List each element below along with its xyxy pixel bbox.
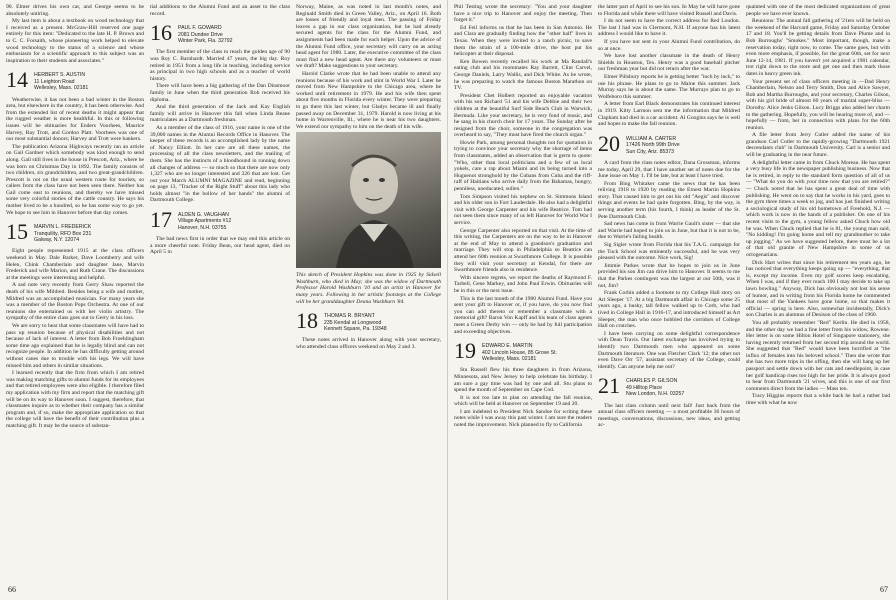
paragraph: Eight people represented 1915 at the class officers weekend in May. Dale Barker, Dave Loomberry and wife Helen, Chink Chamberlain and daughter Jane, Marvin Frederick and wife Marion, and Ruth Crane. The discussions at the meetings were interesting and helpful. xyxy=(6,248,144,281)
class-secretary-address xyxy=(34,222,91,243)
paragraph: My last item is about a textbook on wood technology that I received as a present. McGraw-Hill reserved one page entirely for this item: "Dedicated to the late H. P. Brown and to C. C. Forsaith, whose pioneering work helped to elevate wood technology to the status of a science and whose enthusiasm for a scientific approach to this subject was an inspiration to their students and associates." xyxy=(6,18,144,64)
address-line: Sun City, Ariz. 85373 xyxy=(626,148,675,155)
class-number: 15 xyxy=(6,219,28,245)
paragraph: Sad news has come in from Warrie Gault's sister — that she and Warrie had hoped to join us in June, but that it is not to be, due to Warrie's failing health. xyxy=(598,221,740,241)
right-page xyxy=(448,0,896,600)
paragraph: I do not seem to have the correct address for Red Loudon. The last I had was in Clermont, N.H. If anyone has his latest address I would like to have it. xyxy=(598,18,740,38)
paragraph: You all probably remember "Red" Kerlin. He died in 1958, and the other day we had a fine letter from his widow, Rowene. Her letter is on some Hilton Hotel of Singapore stationery, she having recently returned from her second trip around the world. She suggested that "Red" would have been horrified at "the influx of females into his beloved school." Then she wrote that she has two more trips in the offing, then she will hang up her passport and settle down with her cats and needlepoint, in case her golf handicap rises too high for her pride. It is always good to hear from Dartmouth '21 wives, and this is one of our first comments direct from the ladies — Mass ten. xyxy=(746,319,890,392)
paragraph: Phil Testing wrote the secretary: "You and your daughter have a nice trip to Hanover and enjoy the meeting. Then forget it." xyxy=(454,4,592,24)
paragraph: Norway, Maine, as was noted in last month's notes, and Reginald Smith died in Green Valley, Ariz., on April 16. Both are losses of friendly and loyal men. The passing of Friday leaves a gap in our class organization, but he had already secured agents for the class for the Alumni Fund, and assignments had been made for each helper. Upon the advice of the Alumni Fund office, your secretary will carry on as acting head agent for 1980. Later, the executive committee of the class must find a new head agent. Are there any volunteers or must we draft? Make suggestions to your secretary. xyxy=(296,4,441,70)
paragraph: the latter part of April to see his son. In May he will have gone to Florida and while there will have visited Russell and Davis. xyxy=(598,4,740,17)
paragraph: Ed Feil informs us that he has been in San Antonio. He and Clara are gradually finding how the "other half" lives in Texas. When they were invited to a ranch picnic, to save them the strain of a 100-mile drive, the host put his helicopter at their disposal. xyxy=(454,24,592,58)
secretary-name: MARVIN L. FREDERICK xyxy=(34,224,92,231)
paragraph: A card from the class notes editor, Dana Grossman, informs me today, April 29, that I have another set of notes due for the June issue on May 1. I'll be late, but at least I have tried. xyxy=(598,159,740,180)
paragraph: A file letter from Jerry Cutler added the name of his grandson Carl Cutler to the rapidly-growing "Dartmouth 1921 descendants club" in Dartmouth University. Carl is a senior and will be graduating in the near future. xyxy=(746,132,890,159)
secretary-name: THOMAS R. BRYANT xyxy=(324,313,375,320)
class-heading-14 xyxy=(6,67,144,93)
paragraph: I have been carrying on some delightful correspondence with Dean Travis. Our latest exchange has involved trying to identify two Dartmouth men who appeared on some Dartmouth literature. One was Fletcher Clark '12; the other not even Dave Orr '57, assistant secretary of the College, could identify. Can anyone help me out? xyxy=(598,330,740,370)
paragraph: The first member of the class to reach the golden age of 90 was Roy C. Barnhardt. Married 47 years, the big day. Roy retired in 1951 from a long life in teaching, including service as principal in two high schools and as a teacher of world history. xyxy=(150,49,290,82)
right-column-3 xyxy=(746,4,890,580)
paragraph: tial additions to the Alumni Fund and an asset to the class record. xyxy=(150,4,290,17)
paragraph: This is the last month of the 1980 Alumni Fund. Have you sent your gift to Hanover or, if you have, do you now find you can add thereto or remember a classmate with a memorial gift? Baron Von Kapff and his team of class agents meet a Green Derby win — only be had by full participation and exceeding objectives. xyxy=(454,295,592,335)
secretary-name: CHARLES P. GILSON xyxy=(626,378,678,385)
paragraph: George Carpenter also reported on that visit. At the time of this writing, the Carpenters are on the way to be in Hanover at the end of May to attend a grandson's graduation and marriage. They will stop in Philadelphia so Beatrice can attend her 60th reunion at Swarthmore College. It is possible they will visit your secretary at Kendal, for there are Swarthmore friends also in residence. xyxy=(454,227,592,274)
paragraph: The bad news first in order that we may end this article on a more cheerful note. Friday Bean, our head agent, died on April 5 in xyxy=(150,236,290,256)
paragraph: We have lost another classmate in the death of Henry Shields in Houston, Tex. Henry was a good baseball pitcher our freshman year but did not return after the war. xyxy=(598,53,740,73)
portrait-illustration xyxy=(296,132,441,268)
class-number: 16 xyxy=(150,20,172,46)
paragraph: Your present set of class officers meeting in —Dad Henry Chamberlain, Nelson and Terry Smith, Don and Alice Sawyer, Bob and Martha Burroughs, and your secretary, Charles Gilson, with his girl bride of almost 60 years of marital super-bliss — Dorothy. Alice Jenks Gilson. Lucy Briggs also added her charm to the gathering. Hopefully, you will be hearing more of, and — hopefully — from, her in connection with plans for the 60th reunion. xyxy=(746,78,890,131)
class-heading-19 xyxy=(454,338,592,364)
paragraph: I learned recently that the firm from which I am retired was making matching gifts to alumni funds for its employees and that retired employees were also eligible. I therefore filed my application with my firm and report that the matching gift will be on its way to Hanover soon. I suggest, therefore, that classmates inquire as to whether their company has a similar program and, if so, make the appropriate application so that the college will have the benefit of their contribution plus a matching gift. It may be the source of substan- xyxy=(6,370,144,429)
page-number: 67 xyxy=(880,585,888,594)
class-secretary-address xyxy=(178,23,233,44)
class-heading-18 xyxy=(296,308,441,334)
paragraph: A letter from Earl Black demonstrates his continued interest in 1919. Kitty Larmon sent me the information that Mildred Clapham had died in a car accident. Al Googins says he is well and hopes to make the fall reunion. xyxy=(598,101,740,128)
secretary-name: PAUL F. GOWARD xyxy=(178,25,222,32)
right-column-2 xyxy=(598,4,740,580)
class-secretary-address xyxy=(626,134,680,155)
left-column-1 xyxy=(6,4,144,580)
class-secretary-address xyxy=(34,70,88,91)
secretary-name: WILLIAM A. CARTER xyxy=(626,135,677,142)
address-line: 49 Hilltop Place xyxy=(626,384,663,391)
paragraph: Harold Clarke wrote that he had been unable to attend any reunions because of his work and stint in World War I. Later he moved from New Hampshire to the Chicago area, where he worked until retirement in 1979. He and his wife then spent about five months in Florida every winter. They were preparing to go there this last winter, but Gladys became ill and finally passed away on December 31, 1979. Harold is now living at his home in Warrenville, Ill., where he is near his two daughters. We extend our sympathy to him on the death of his wife. xyxy=(296,70,441,130)
address-line: Tranquility, RFD Box 231 xyxy=(34,230,92,237)
address-line: 11 Leighton Road xyxy=(34,78,75,85)
paragraph: There will have been a big gathering of the Dan Dinsmoor family in June when the third generation Rob received his diploma. xyxy=(150,83,290,103)
class-heading-17 xyxy=(150,207,290,233)
class-heading-20 xyxy=(598,130,740,156)
address-line: 402 Lincoln House, 85 Grove St. xyxy=(482,349,557,356)
address-line: Wellesley, Mass. 02181 xyxy=(482,355,537,362)
paragraph: Tracy Higgins reports that a while back he had a rather bad time with what he now xyxy=(746,393,890,407)
class-secretary-address xyxy=(324,311,387,332)
paragraph: Elmer Pillsbury reports he is getting better "inch by inch," to use his phrase. He plans to go to Maine this summer. Jack Murray says he is about the same. The Murrays plan to go to Wolfeboro this summer. xyxy=(598,73,740,100)
address-line: Galway, N.Y. 12074 xyxy=(34,237,80,244)
secretary-name: HERBERT S. AUSTIN xyxy=(34,72,86,79)
class-number: 21 xyxy=(598,373,620,399)
paragraph: A sad note very recently from Gerry Shaw reported the death of his wife Mildred. Besides being a wife and mother, Mildred was an accomplished musician. For many years she was a member of the Boston Pops Orchestra. At one of our reunions she entertained us with her violin artistry. The sympathy of the entire class goes out to Gerry in his loss. xyxy=(6,282,144,322)
paragraph: quainted with one of the most dedicated organizations of great people we have ever known. xyxy=(746,4,890,17)
paragraph: Dick Hart writes that since his retirement ten years ago, he has noticed that everything keeps going up — "everything, that is, except my income. Even my golf scores keep escalating. When I was, and if they ever reach 100 I may decide to take up lawn bowling." Anyway, Dick has obviously not lost his sense of humor, and in writing from his Florida home he commented that most of the Yankees have gone home, so that makes it official — spring is here. Also, somewhat incidentally, Dick's son Charles is an alumnus of Denison of the class of 1960. xyxy=(746,259,890,319)
class-number: 14 xyxy=(6,67,28,93)
class-secretary-address xyxy=(482,341,557,362)
address-line: Hanover, N.H. 03755 xyxy=(178,224,227,231)
class-number: 17 xyxy=(150,207,172,233)
class-number: 18 xyxy=(296,308,318,334)
address-line: 2081 Dundee Drive xyxy=(178,31,223,38)
address-line: Winter Park, Fla. 32792 xyxy=(178,38,233,44)
address-line: Village Apartments #12 xyxy=(178,218,232,225)
paragraph: If you have not sent in your Alumni Fund contribution, do so at once. xyxy=(598,38,740,52)
class-secretary-address xyxy=(626,376,684,397)
paragraph: President Chet Holbert reported an enjoyable vacation with his son Richard '51 and his wife Debbie and their two children at the beautiful Surf Side Beach Club in Warwick, Bermuda. Like your secretary, he is very fond of music, and he sang in his church choir for 17 years. The Sunday after he resigned from the choir, someone in the congregation was overheard to say, "They must have fired the church organ." xyxy=(454,92,592,139)
paragraph: Howie Park, among personal thoughts not for quotation in trying to convince your secretary why the shortage of items from classmates, added an observation that is germ to quote: "Who, other than local politicians and a few of us local yokels, care a rap about Miami and its being turned into a Huguenot stronghold by the Cubans from Cuba and the riff-raff of Haitians who arrive daily from the Bahamas, hungry, penniless, uneducated, sullen." xyxy=(454,139,592,193)
paragraph: Weatherwise, it has not been a bad winter in the Boston area, but elsewhere in the country, it has been otherwise. And from the extended list of recent deaths it might appear that the rugged weather is more healthful. In this or following issues will be obituaries for Enders Voorhees, Maurice Harvey, Ray Trott, and Gordon Platt. Voorhees was one of our most substantial donors; Harvey and Trott were bankers. xyxy=(6,96,144,143)
paragraph: Tom Simpson visited his nephew on St. Simmons Island and his older son in Fort Lauderdale. He also had a delightful visit with George Carpenter and his wife Beatrice. Tom had not seen them since many of us left Hanover for World War I service. xyxy=(454,193,592,226)
address-line: Kennett Square, Pa. 19348 xyxy=(324,326,387,333)
portrait-sketch-image xyxy=(296,132,441,268)
secretary-name: EDWARD E. MARTIN xyxy=(482,343,533,350)
left-column-3 xyxy=(296,4,441,580)
class-number: 20 xyxy=(598,130,620,156)
class-heading-16 xyxy=(150,20,290,46)
address-line: 235 Kendal at Longwood xyxy=(324,319,382,326)
paragraph: Ken Bowen recently recalled his work at Ma Randall's eating club and his roommates Ray Barrett, Clint Carvel, George Daniels, Larry Wallis, and Dick White. As he wrote, he was preparing to watch the famous Boston Marathon on TV. xyxy=(454,58,592,92)
class-heading-21 xyxy=(598,373,740,399)
paragraph: The last class column until next fall! Just back from the annual class officers meeting — a most profitable 36 hours of meetings, conversations, discussions, new ideas, and getting ac- xyxy=(598,402,740,429)
paragraph: Sig Sigler wrote from Florida that his T.A.G. campaign for the Tuck School was eminently successful, and he was very pleased with the outcome. Nice work, Sig! xyxy=(598,242,740,262)
paragraph: Jimmie Parkes wrote that he hopes to join us in June provided his son Jim can drive him to Hanover. It seems to me that the Parkes contingent was the largest at our 50th, was it not, Jim? xyxy=(598,262,740,289)
class-heading-15 xyxy=(6,219,144,245)
left-column-2 xyxy=(150,4,290,580)
secretary-name: ALDEN G. VAUGHAN xyxy=(178,212,229,219)
paragraph: As a member of the class of 1916, your name is one of the 39,000 names in the Alumni Records Office in Hanover. The keeper of these records is an accomplished lady by the name of Nancy Elliott. In her care are all these names, the processing of all the class newsletters, and the mailing of them. She has the instincts of a bloodhound in running down all changes of address — so much so that there are now only 1,327 who are no longer interested and 326 that are lost. Get out your March ALUMNI MAGAZINE and read, beginning on page 13, "Tracker of the Right Stuff" about this lady who holds almost "in the hollow of her hands" the alumni of Dartmouth College. xyxy=(150,124,290,204)
paragraph: These notes arrived in Hanover along with your secretary, who attended class officers weekend on May 2 and 3. xyxy=(296,337,441,351)
paragraph: With sincere regrets, we report the deaths of Raymond F. Tarbell, Gene Markey, and John Paul Erwin. Obituaries will be in this or the next issue. xyxy=(454,274,592,294)
photo-caption: This sketch of President Hopkins was done in 1925 by Sidsell Washburn, who died in May; she was the widow of Dartmouth Professor Harold Washburn '10 and an artist in Hanover for many years. Following in her artistic footsteps at the College will be her granddaughter Deana Washburn '84. xyxy=(296,272,441,305)
paragraph: A delightful letter came in from Chuck Moreau. He has spent a very busy life in the newspaper publishing business. Now that he is retired, in reply to the standard form question of all of us — "What do you do with your time now that you are retired?" — Chuck noted that he has spent a great deal of time with publishing. He went on to say that he works in his yard, goes to the gym three times a week to jog, and has just finished writing a sociological study of his old hometown of Freehold, N.J. — which work is now in the hands of a publisher. On one of his recent visits to the gym, a young fellow asked Chuck how old he was. When Chuck replied that he is 81, the young man said, "No kidding! I'm going home and tell my grandmother to take up jogging." As we have suggested before, there must be a lot of that old granite of New Hampshire in some of us octogenarians. xyxy=(746,159,890,258)
address-line: Wellesley, Mass. 02181 xyxy=(34,85,89,92)
paragraph: I am indebted to President Nick Sandoe for writing these notes while I was away this past winter. I am sure the readers noted the improvement. Nick planned to fly to California xyxy=(454,408,592,429)
paragraph: Stu Russell flew his three daughters in from Arizona, Minnesota, and New Jersey to help celebrate his birthday. I am sure a gay time was had by one and all. Stu plans to spend the month of September on Cape Cod. xyxy=(454,367,592,394)
paragraph: Reunions: The annual fall gathering of '21ers will be held on the weekend of the Harvard game, Friday and Saturday October 17 and 18. You'll be getting details from Dave Plume and in Bob Burroughs' "Smokes." Most important, though, make a reservation today, right now, to come. The same goes, but with even more emphasis, if possible, for the great 60th, set for next June 12-14, 1981. If you haven't yet acquired a 1981 calendar, trot right down to the store and get one and then mark those dates in heavy green ink. xyxy=(746,18,890,77)
paragraph: Frank Corbin added a footnote to my College Hall story on Art Sleeper '17. At a big Dartmouth affair in Chicago some 25 years ago, a husky, tall fellow walked up to Corb, who had lived in College Hall in 1916-17, and introduced himself as Art Sleeper, the man who once hobbled the corridors of College Hall on crutches. xyxy=(598,290,740,330)
paragraph: It is not too late to plan on attending the fall reunion, which will be held at Hanover on September 19 and 20. xyxy=(454,394,592,408)
paragraph: From Bing Whitaker came the news that he has been reliving 1918 to 1920 by reading the Ernest Martin Hopkins story. That caused him to get out his old "Aegis" and discover things and events he had quite forgotten. Bing, by the way, is serving another term (his fourth, I think) as leader of the St. Pete Dartmouth Club. xyxy=(598,180,740,220)
address-line: New London, N.H. 03257 xyxy=(626,391,685,398)
class-number: 19 xyxy=(454,338,476,364)
page-number: 66 xyxy=(8,585,16,594)
address-line: 17426 North 99th Drive xyxy=(626,142,680,149)
paragraph: The publication Arizona Highways recently ran an article on Gail Gardner which somebody was kind enough to send along. Gail still lives in the house in Prescott, Ariz., where he was born on Christmas Day in 1892. The family consists of two children, six grandchildren, and two great-grandchildren. Prescott is not on the usual western route for tourists, so callers from the class have not been seen there. Neither has Gail come east to reunions, and thereby we have missed some very colorful stories of the cattle country. He says his mother lived to be a hundred, so he has some way to go yet. We hope to see him in Hanover before that day comes. xyxy=(6,143,144,216)
class-secretary-address xyxy=(178,210,231,231)
paragraph: We are sorry to hear that some classmates will have had to pass up reunion because of physical disabilities and not because of lack of interest. A letter from Bob Froehlingham some time ago explained that he is legally blind and can not recognize people. In addition he has difficulty getting around without canes due to trouble with his legs. We will have missed him and others in similar situations. xyxy=(6,323,144,369)
paragraph: 90. Elmer drives his own car, and George seems to be absolutely untiring. xyxy=(6,4,144,17)
right-column-1 xyxy=(454,4,592,580)
paragraph: And the third generation of the Jack and Kay English family will arrive in Hanover this fall when Linda Beane matriculates as a Dartmouth freshman. xyxy=(150,104,290,124)
